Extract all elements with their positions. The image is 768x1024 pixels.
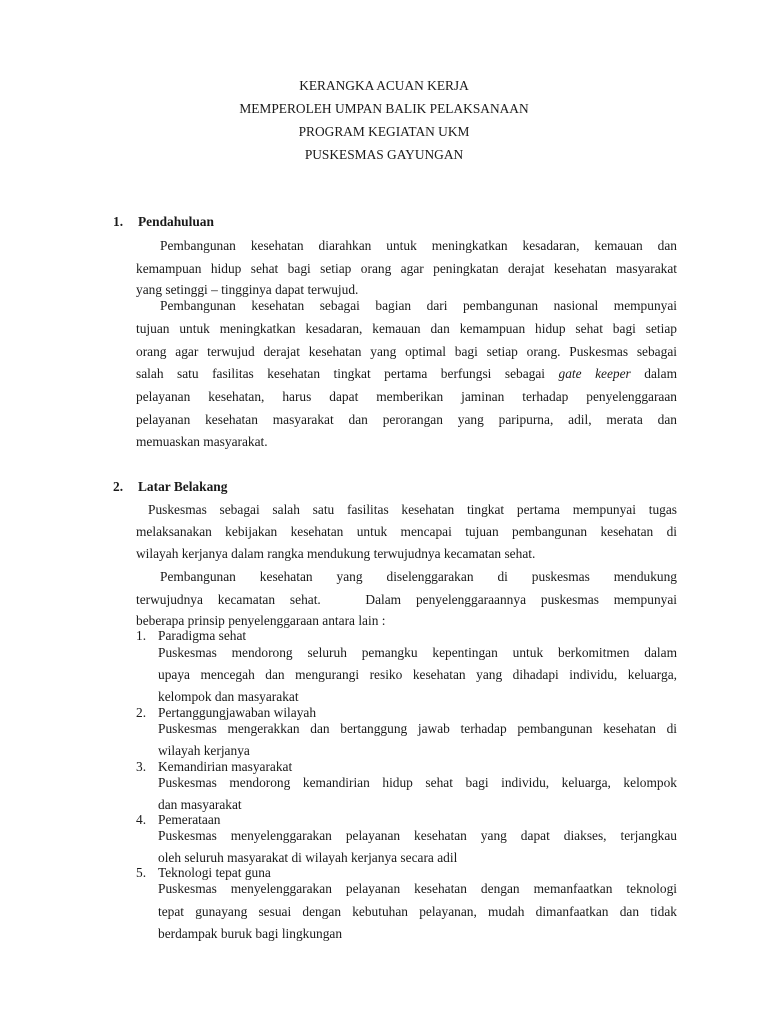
principle-5-desc-3: berdampak buruk bagi lingkungan <box>158 926 343 941</box>
s1-p2-line-4-start: salah satu fasilitas kesehatan tingkat pertama berfungsi sebagai <box>136 366 546 381</box>
principle-5-desc-1: Puskesmas menyelenggarakan pelayanan kesehatan dengan memanfaatkan teknologi <box>158 881 677 896</box>
principle-1-title: Paradigma sehat <box>158 628 247 643</box>
section-2-title: Latar Belakang <box>138 479 228 494</box>
s1-p2-line-1: Pembangunan kesehatan sebagai bagian dari pembangunan nasional mempunyai <box>160 298 677 313</box>
principle-2-desc-2: wilayah kerjanya <box>158 743 250 758</box>
principle-3-desc-1: Puskesmas mendorong kemandirian hidup sehat bagi individu, keluarga, kelompok <box>158 775 677 790</box>
principle-2-desc-1: Puskesmas mengerakkan dan bertanggung jawab terhadap pembangunan kesehatan di <box>158 721 677 736</box>
principle-5-title: Teknologi tepat guna <box>158 865 271 880</box>
title-line-4: PUSKESMAS GAYUNGAN <box>304 147 464 162</box>
title-line-3: PROGRAM KEGIATAN UKM <box>298 124 470 139</box>
principle-4-desc-2: oleh seluruh masyarakat di wilayah kerjanya secara adil <box>158 850 458 865</box>
s1-p1-line-2: kemampuan hidup sehat bagi setiap orang agar peningkatan derajat kesehatan masyarakat <box>136 261 677 276</box>
s1-p2-line-4 <box>136 366 677 382</box>
s2-p1-line-1: Puskesmas sebagai salah satu fasilitas kesehatan tingkat pertama mempunyai tugas <box>148 502 677 517</box>
principle-4-desc-1: Puskesmas menyelenggarakan pelayanan kesehatan yang dapat diakses, terjangkau <box>158 828 677 843</box>
s1-p1-line-3: yang setinggi – tingginya dapat terwujud. <box>136 282 359 297</box>
principle-1-desc-2: upaya mencegah dan mengurangi resiko kesehatan yang dihadapi individu, keluarga, <box>158 667 677 682</box>
principle-1-desc-1: Puskesmas mendorong seluruh pemangku kepentingan untuk berkomitmen dalam <box>158 645 677 660</box>
principle-2-title: Pertanggungjawaban wilayah <box>158 705 317 720</box>
principle-5-number: 5. <box>136 865 147 880</box>
s2-p2-line-3: beberapa prinsip penyelenggaraan antara lain : <box>136 613 386 628</box>
s1-p1-line-1: Pembangunan kesehatan diarahkan untuk meningkatkan kesadaran, kemauan dan <box>160 238 677 253</box>
principle-1-number: 1. <box>136 628 147 643</box>
s1-p2-line-6: pelayanan kesehatan masyarakat dan perorangan yang paripurna, adil, merata dan <box>136 412 677 427</box>
s1-p2-line-2: tujuan untuk meningkatkan kesadaran, kemauan dan kemampuan hidup sehat bagi setiap <box>136 321 677 336</box>
section-1-title: Pendahuluan <box>138 214 214 229</box>
principle-3-title: Kemandirian masyarakat <box>158 759 293 774</box>
principle-3-number: 3. <box>136 759 147 774</box>
section-1-number: 1. <box>113 214 124 229</box>
principle-2-number: 2. <box>136 705 147 720</box>
s1-p2-line-5: pelayanan kesehatan, harus dapat memberikan jaminan terhadap penyelenggaraan <box>136 389 677 404</box>
principle-3-desc-2: dan masyarakat <box>158 797 242 812</box>
principle-5-desc-2: tepat gunayang sesuai dengan kebutuhan pelayanan, mudah dimanfaatkan dan tidak <box>158 904 677 919</box>
s1-p2-line-7: memuaskan masyarakat. <box>136 434 268 449</box>
s1-p2-line-3: orang agar terwujud derajat kesehatan yang optimal bagi setiap orang. Puskesmas sebagai <box>136 344 677 359</box>
s2-p1-line-2: melaksanakan kebijakan kesehatan untuk mencapai tujuan pembangunan kesehatan di <box>136 524 677 539</box>
principle-4-title: Pemerataan <box>158 812 221 827</box>
s2-p2-line-2: terwujudnya kecamatan sehat. Dalam penyelenggaraannya puskesmas mempunyai <box>136 592 677 607</box>
s1-p2-line-4-end: dalam <box>644 366 677 381</box>
principle-4-number: 4. <box>136 812 147 827</box>
section-2-number: 2. <box>113 479 124 494</box>
title-line-2: MEMPEROLEH UMPAN BALIK PELAKSANAAN <box>239 101 529 116</box>
principle-1-desc-3: kelompok dan masyarakat <box>158 689 299 704</box>
s2-p1-line-3: wilayah kerjanya dalam rangka mendukung terwujudnya kecamatan sehat. <box>136 546 536 561</box>
gate-keeper-term: gate keeper <box>558 366 631 381</box>
s2-p2-line-1: Pembangunan kesehatan yang diselenggarakan di puskesmas mendukung <box>160 569 677 584</box>
title-line-1: KERANGKA ACUAN KERJA <box>299 78 469 93</box>
